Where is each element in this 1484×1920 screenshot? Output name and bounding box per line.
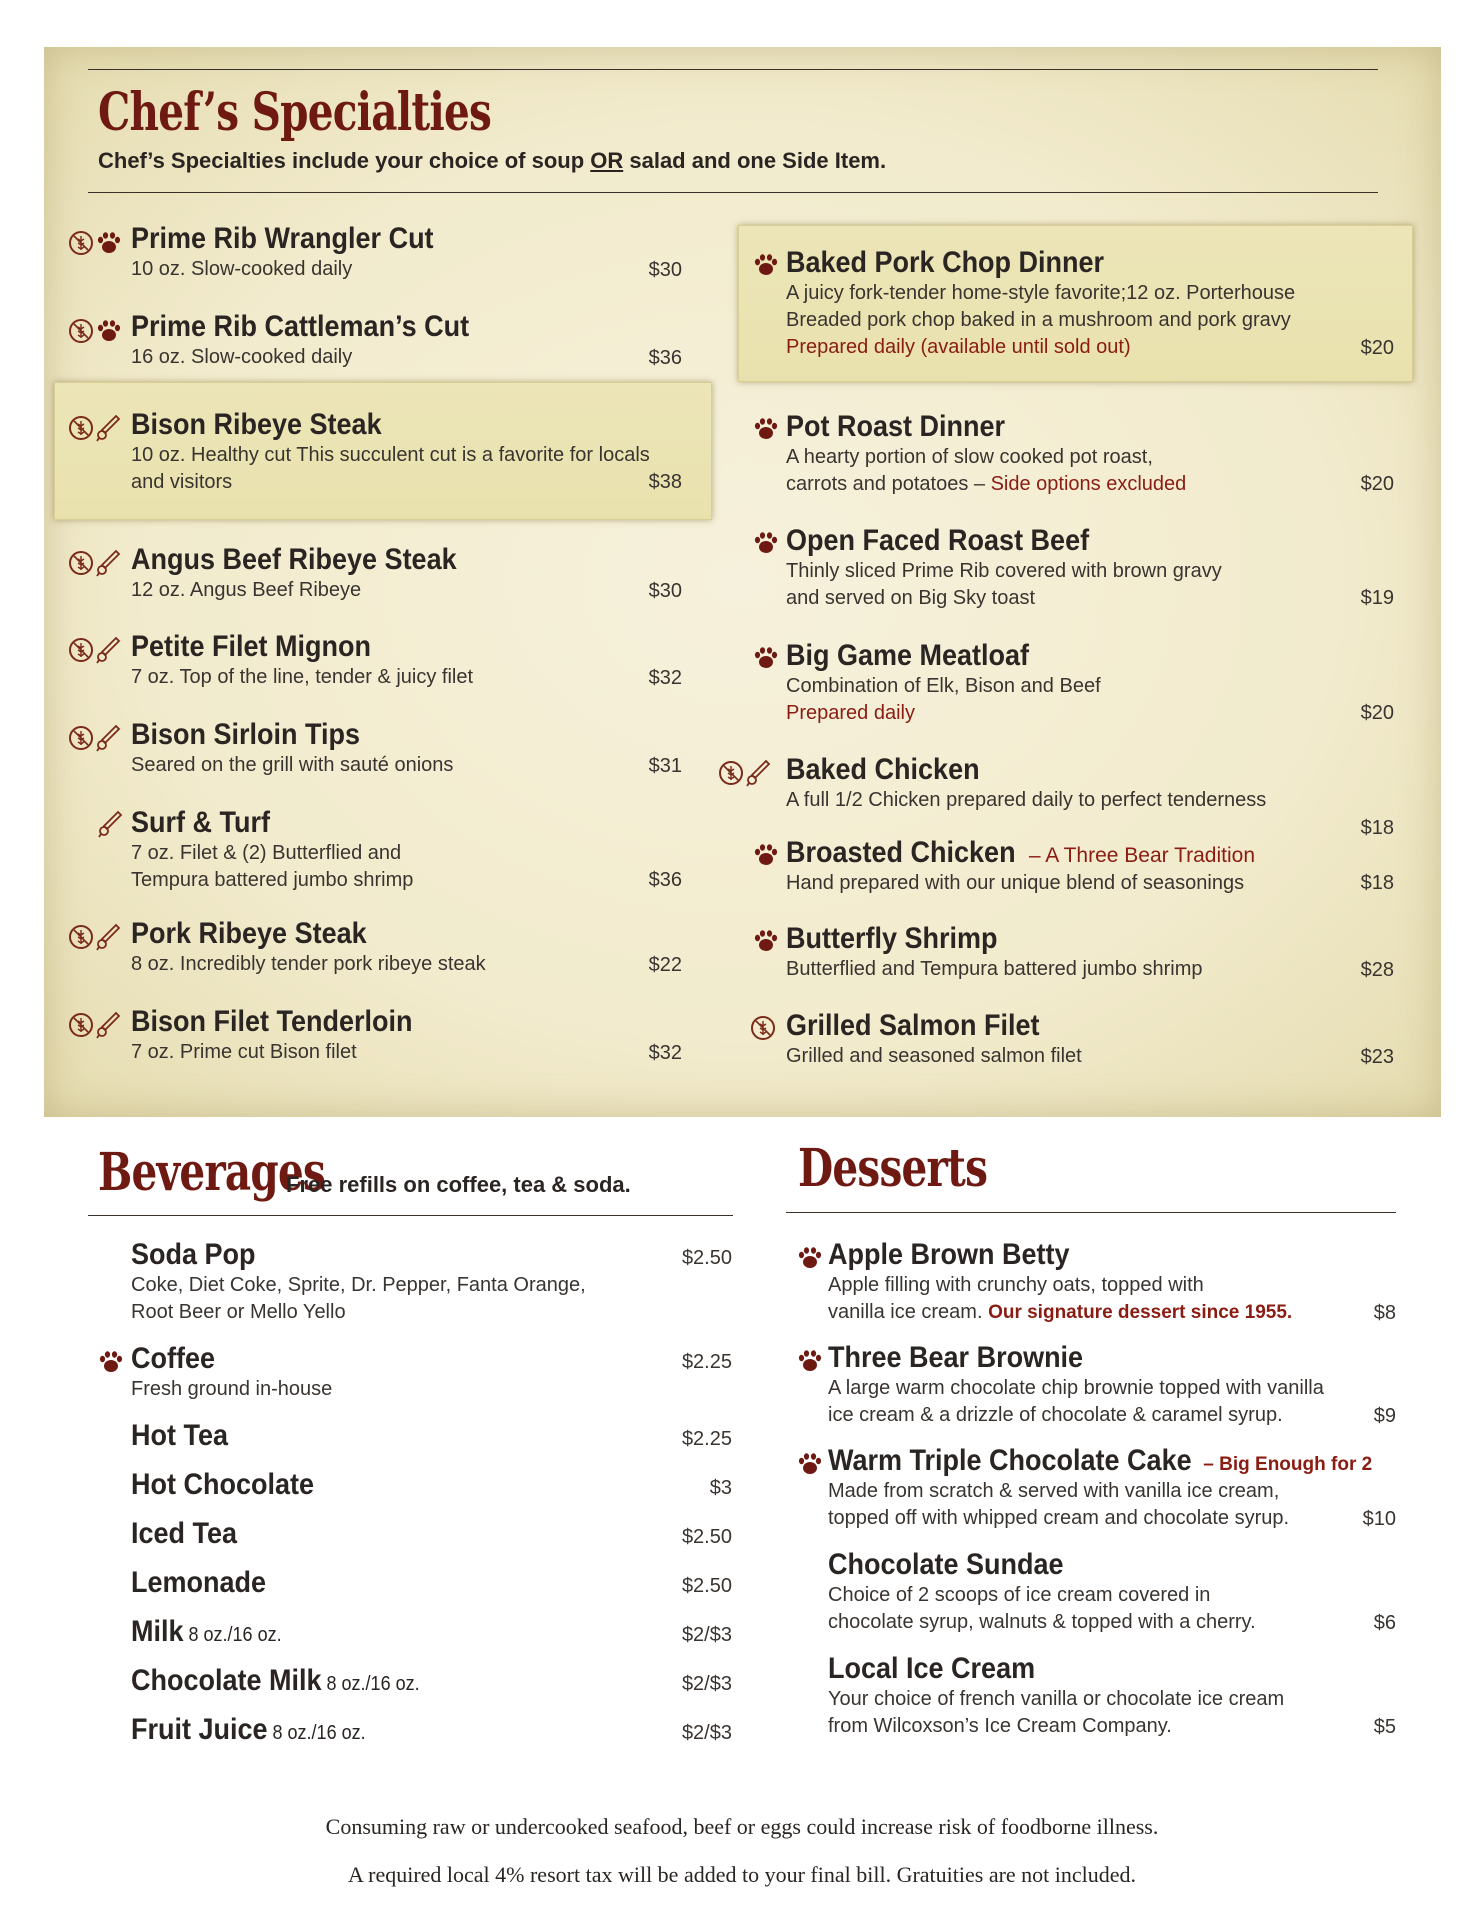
dessert-desc bbox=[828, 1299, 1292, 1326]
beverage-name-text: Chocolate Milk bbox=[131, 1664, 322, 1697]
item-desc: 10 oz. Healthy cut This succulent cut is a favorite for locals bbox=[131, 444, 650, 466]
beverage-price: $2.25 bbox=[681, 1428, 732, 1450]
menu-item bbox=[131, 408, 650, 496]
gluten-free-icon bbox=[718, 760, 744, 786]
beverage-desc: Fresh ground in-house bbox=[131, 1378, 333, 1400]
beverage-name: Hot Chocolate bbox=[131, 1468, 315, 1501]
beverages-rule bbox=[88, 1215, 733, 1216]
dessert-price: $6 bbox=[1373, 1612, 1396, 1634]
gluten-free-icon bbox=[68, 637, 94, 663]
item-desc: Thinly sliced Prime Rib covered with brown gravy bbox=[786, 560, 1222, 582]
item-price: $19 bbox=[1360, 587, 1394, 609]
gluten-free-icon bbox=[68, 318, 94, 344]
meat-thermometer-icon bbox=[96, 1011, 122, 1039]
beverage-price: $2/$3 bbox=[681, 1624, 732, 1646]
signature-note: Our signature dessert since 1955. bbox=[988, 1302, 1293, 1323]
item-name: Pork Ribeye Steak bbox=[131, 917, 367, 950]
item-name: Bison Ribeye Steak bbox=[131, 408, 382, 441]
gluten-free-icon bbox=[68, 415, 94, 441]
item-price: $20 bbox=[1360, 473, 1394, 495]
dessert-desc: ice cream & a drizzle of chocolate & caramel syrup. bbox=[828, 1404, 1283, 1426]
item-name: Butterfly Shrimp bbox=[786, 922, 998, 955]
beverage-price: $2.50 bbox=[681, 1526, 732, 1548]
meat-thermometer-icon bbox=[98, 810, 124, 838]
menu-item bbox=[131, 718, 453, 779]
menu-item bbox=[131, 917, 486, 978]
menu-item bbox=[786, 836, 1255, 897]
dessert-name: Warm Triple Chocolate Cake bbox=[828, 1444, 1192, 1477]
item-price: $36 bbox=[648, 347, 682, 369]
item-desc: Seared on the grill with sauté onions bbox=[131, 754, 454, 776]
item-desc: 7 oz. Filet & (2) Butterflied and bbox=[131, 842, 402, 864]
beverage-price: $2.50 bbox=[681, 1575, 732, 1597]
beverage-name: Soda Pop bbox=[131, 1238, 256, 1271]
item-name: Bison Filet Tenderloin bbox=[131, 1005, 413, 1038]
item-name: Angus Beef Ribeye Steak bbox=[131, 543, 457, 576]
meat-thermometer-icon bbox=[96, 923, 122, 951]
menu-item bbox=[786, 922, 1203, 983]
item-icons bbox=[68, 230, 122, 256]
item-desc: Tempura battered jumbo shrimp bbox=[131, 869, 414, 891]
item-price: $18 bbox=[1360, 872, 1394, 894]
item-name-suffix: – A Three Bear Tradition bbox=[1023, 844, 1256, 867]
meat-thermometer-icon bbox=[96, 549, 122, 577]
beverage-desc: Coke, Diet Coke, Sprite, Dr. Pepper, Fanta Orange, bbox=[131, 1274, 586, 1296]
meat-thermometer-icon bbox=[96, 414, 122, 442]
bear-paw-icon bbox=[753, 928, 779, 954]
item-name: Open Faced Roast Beef bbox=[786, 524, 1090, 557]
item-desc: Butterflied and Tempura battered jumbo shrimp bbox=[786, 958, 1203, 980]
meat-thermometer-icon bbox=[96, 724, 122, 752]
beverage-desc: Root Beer or Mello Yello bbox=[131, 1301, 346, 1323]
beverage-item bbox=[131, 1419, 239, 1453]
item-desc: 7 oz. Prime cut Bison filet bbox=[131, 1041, 357, 1063]
menu-item bbox=[786, 524, 1222, 612]
dessert-name: Apple Brown Betty bbox=[828, 1238, 1070, 1271]
meat-thermometer-icon bbox=[746, 759, 772, 787]
dessert-item bbox=[828, 1444, 1372, 1532]
item-price: $20 bbox=[1360, 702, 1394, 724]
item-price: $20 bbox=[1360, 337, 1394, 359]
item-icons bbox=[68, 1011, 122, 1039]
item-desc: Combination of Elk, Bison and Beef bbox=[786, 675, 1101, 697]
dessert-name: Three Bear Brownie bbox=[828, 1341, 1084, 1374]
chefs-specialties-subtitle bbox=[98, 148, 886, 174]
gluten-free-icon bbox=[68, 725, 94, 751]
gluten-free-icon bbox=[68, 1012, 94, 1038]
item-price: $30 bbox=[648, 580, 682, 602]
dessert-desc: topped off with whipped cream and chocolate syrup. bbox=[828, 1507, 1290, 1529]
bear-paw-icon bbox=[753, 416, 779, 442]
desserts-title: Desserts bbox=[798, 1138, 988, 1199]
item-desc: 16 oz. Slow-cooked daily bbox=[131, 346, 353, 368]
dessert-price: $10 bbox=[1362, 1508, 1396, 1530]
beverage-name bbox=[131, 1615, 282, 1649]
gluten-free-icon bbox=[68, 550, 94, 576]
item-title-line bbox=[786, 836, 1255, 870]
subtitle-text-1: Chef’s Specialties include your choice of soup bbox=[98, 148, 591, 173]
beverage-name bbox=[131, 1713, 366, 1747]
item-desc: and served on Big Sky toast bbox=[786, 587, 1036, 609]
beverage-name: Iced Tea bbox=[131, 1517, 238, 1550]
item-name: Prime Rib Cattleman’s Cut bbox=[131, 310, 470, 343]
item-desc: A full 1/2 Chicken prepared daily to perfect tenderness bbox=[786, 789, 1267, 811]
bear-paw-icon bbox=[797, 1451, 823, 1477]
menu-item bbox=[131, 630, 473, 691]
item-name: Prime Rib Wrangler Cut bbox=[131, 222, 434, 255]
item-desc: and visitors bbox=[131, 471, 233, 493]
beverage-size: 8 oz./16 oz. bbox=[183, 1624, 282, 1646]
bear-paw-icon bbox=[753, 252, 779, 278]
dessert-item bbox=[828, 1652, 1284, 1740]
dessert-desc: Your choice of french vanilla or chocolate ice cream bbox=[828, 1688, 1285, 1710]
dessert-price: $9 bbox=[1373, 1405, 1396, 1427]
item-name: Bison Sirloin Tips bbox=[131, 718, 361, 751]
beverage-size: 8 oz./16 oz. bbox=[267, 1722, 366, 1744]
dessert-desc: Made from scratch & served with vanilla ice cream, bbox=[828, 1480, 1280, 1502]
item-name: Baked Pork Chop Dinner bbox=[786, 246, 1105, 279]
beverage-item bbox=[131, 1713, 392, 1747]
bear-paw-icon bbox=[753, 645, 779, 671]
dessert-name: Local Ice Cream bbox=[828, 1652, 1036, 1685]
item-price: $28 bbox=[1360, 959, 1394, 981]
item-price: $23 bbox=[1360, 1046, 1394, 1068]
menu-item bbox=[131, 310, 507, 371]
item-note: Prepared daily bbox=[786, 702, 915, 724]
item-icons bbox=[68, 923, 122, 951]
dessert-item bbox=[828, 1341, 1324, 1429]
beverage-name-text: Milk bbox=[131, 1615, 184, 1648]
beverage-name-text: Fruit Juice bbox=[131, 1713, 268, 1746]
menu-item bbox=[786, 639, 1101, 727]
item-price: $22 bbox=[648, 954, 682, 976]
beverage-price: $3 bbox=[709, 1477, 732, 1499]
desc-text: carrots and potatoes – bbox=[786, 473, 991, 495]
item-icons bbox=[68, 636, 122, 664]
beverage-price: $2/$3 bbox=[681, 1673, 732, 1695]
item-icons bbox=[68, 724, 122, 752]
dessert-item bbox=[828, 1238, 1292, 1326]
item-price: $32 bbox=[648, 1042, 682, 1064]
item-name: Broasted Chicken bbox=[786, 836, 1016, 869]
bear-paw-icon bbox=[98, 1349, 124, 1375]
dessert-desc: chocolate syrup, walnuts & topped with a cherry. bbox=[828, 1611, 1256, 1633]
item-price: $32 bbox=[648, 667, 682, 689]
item-desc: 10 oz. Slow-cooked daily bbox=[131, 258, 353, 280]
menu-item bbox=[131, 543, 493, 604]
item-name: Pot Roast Dinner bbox=[786, 410, 1006, 443]
item-name: Surf & Turf bbox=[131, 806, 270, 839]
item-price: $38 bbox=[648, 471, 682, 493]
dessert-name: Chocolate Sundae bbox=[828, 1548, 1064, 1581]
food-safety-notice: Consuming raw or undercooked seafood, beef or eggs could increase risk of foodborne illness. bbox=[325, 1814, 1159, 1839]
beverage-item bbox=[131, 1566, 281, 1600]
menu-item bbox=[786, 753, 1266, 814]
item-price: $36 bbox=[648, 869, 682, 891]
meat-thermometer-icon bbox=[96, 636, 122, 664]
item-desc: 8 oz. Incredibly tender pork ribeye steak bbox=[131, 953, 486, 975]
item-desc: Hand prepared with our unique blend of seasonings bbox=[786, 872, 1245, 894]
item-name: Grilled Salmon Filet bbox=[786, 1009, 1040, 1042]
menu-item bbox=[131, 1005, 444, 1066]
item-price: $30 bbox=[648, 259, 682, 281]
beverage-name: Coffee bbox=[131, 1342, 216, 1375]
beverage-price: $2.25 bbox=[681, 1351, 732, 1373]
subtitle-text-2: salad and one Side Item. bbox=[623, 148, 887, 173]
dessert-name-suffix: – Big Enough for 2 bbox=[1198, 1454, 1373, 1475]
chefs-specialties-title: Chef’s Specialties bbox=[98, 82, 492, 143]
item-price: $31 bbox=[648, 755, 682, 777]
gluten-free-icon bbox=[68, 924, 94, 950]
menu-item bbox=[786, 410, 1186, 498]
item-desc bbox=[786, 471, 1186, 498]
bear-paw-icon bbox=[96, 230, 122, 256]
beverage-name: Hot Tea bbox=[131, 1419, 229, 1452]
item-icons bbox=[98, 810, 124, 838]
item-note: Prepared daily (available until sold out) bbox=[786, 336, 1131, 358]
bear-paw-icon bbox=[753, 842, 779, 868]
bear-paw-icon bbox=[96, 318, 122, 344]
beverage-item bbox=[131, 1238, 586, 1326]
item-name: Big Game Meatloaf bbox=[786, 639, 1030, 672]
item-desc: 7 oz. Top of the line, tender & juicy filet bbox=[131, 666, 474, 688]
menu-item bbox=[131, 806, 413, 894]
desc-text: vanilla ice cream. bbox=[828, 1301, 989, 1323]
dessert-title-line bbox=[828, 1444, 1372, 1478]
beverage-size: 8 oz./16 oz. bbox=[321, 1673, 420, 1695]
beverage-item bbox=[131, 1342, 332, 1403]
menu-item bbox=[786, 246, 1295, 361]
gluten-free-icon bbox=[750, 1015, 776, 1041]
beverage-name bbox=[131, 1664, 420, 1698]
subtitle-rule bbox=[88, 192, 1378, 193]
bear-paw-icon bbox=[797, 1348, 823, 1374]
beverage-item bbox=[131, 1468, 334, 1502]
item-desc: Breaded pork chop baked in a mushroom and pork gravy bbox=[786, 309, 1291, 331]
beverage-item bbox=[131, 1615, 298, 1649]
bear-paw-icon bbox=[797, 1245, 823, 1271]
beverage-price: $2.50 bbox=[681, 1247, 732, 1269]
item-desc: Grilled and seasoned salmon filet bbox=[786, 1045, 1082, 1067]
item-icons bbox=[68, 414, 122, 442]
item-icons bbox=[68, 549, 122, 577]
item-desc: A juicy fork-tender home-style favorite;12 oz. Porterhouse bbox=[786, 282, 1296, 304]
item-price: $18 bbox=[1360, 817, 1394, 839]
dessert-price: $5 bbox=[1373, 1716, 1396, 1738]
beverage-item bbox=[131, 1517, 249, 1551]
dessert-item bbox=[828, 1548, 1256, 1636]
beverage-name: Lemonade bbox=[131, 1566, 267, 1599]
beverages-title: Beverages bbox=[98, 1142, 326, 1203]
beverage-item bbox=[131, 1664, 452, 1698]
item-name: Petite Filet Mignon bbox=[131, 630, 372, 663]
top-rule bbox=[88, 69, 1378, 70]
item-icons bbox=[68, 318, 122, 344]
item-desc: A hearty portion of slow cooked pot roast, bbox=[786, 446, 1153, 468]
beverages-subtitle: Free refills on coffee, tea & soda. bbox=[286, 1172, 631, 1197]
subtitle-or: OR bbox=[590, 148, 624, 173]
dessert-desc: from Wilcoxson’s Ice Cream Company. bbox=[828, 1715, 1172, 1737]
item-icons bbox=[718, 759, 772, 787]
menu-item bbox=[786, 1009, 1082, 1070]
bear-paw-icon bbox=[753, 530, 779, 556]
dessert-price: $8 bbox=[1373, 1302, 1396, 1324]
dessert-desc: Choice of 2 scoops of ice cream covered in bbox=[828, 1584, 1211, 1606]
item-name: Baked Chicken bbox=[786, 753, 980, 786]
desc-note: Side options excluded bbox=[990, 473, 1187, 495]
desserts-rule bbox=[786, 1212, 1396, 1213]
dessert-desc: A large warm chocolate chip brownie topped with vanilla bbox=[828, 1377, 1324, 1399]
beverage-price: $2/$3 bbox=[681, 1722, 732, 1744]
dessert-desc: Apple filling with crunchy oats, topped with bbox=[828, 1274, 1204, 1296]
gluten-free-icon bbox=[68, 230, 94, 256]
item-desc: 12 oz. Angus Beef Ribeye bbox=[131, 579, 362, 601]
tax-notice: A required local 4% resort tax will be added to your final bill. Gratuities are not included. bbox=[347, 1862, 1137, 1887]
menu-item bbox=[131, 222, 467, 283]
